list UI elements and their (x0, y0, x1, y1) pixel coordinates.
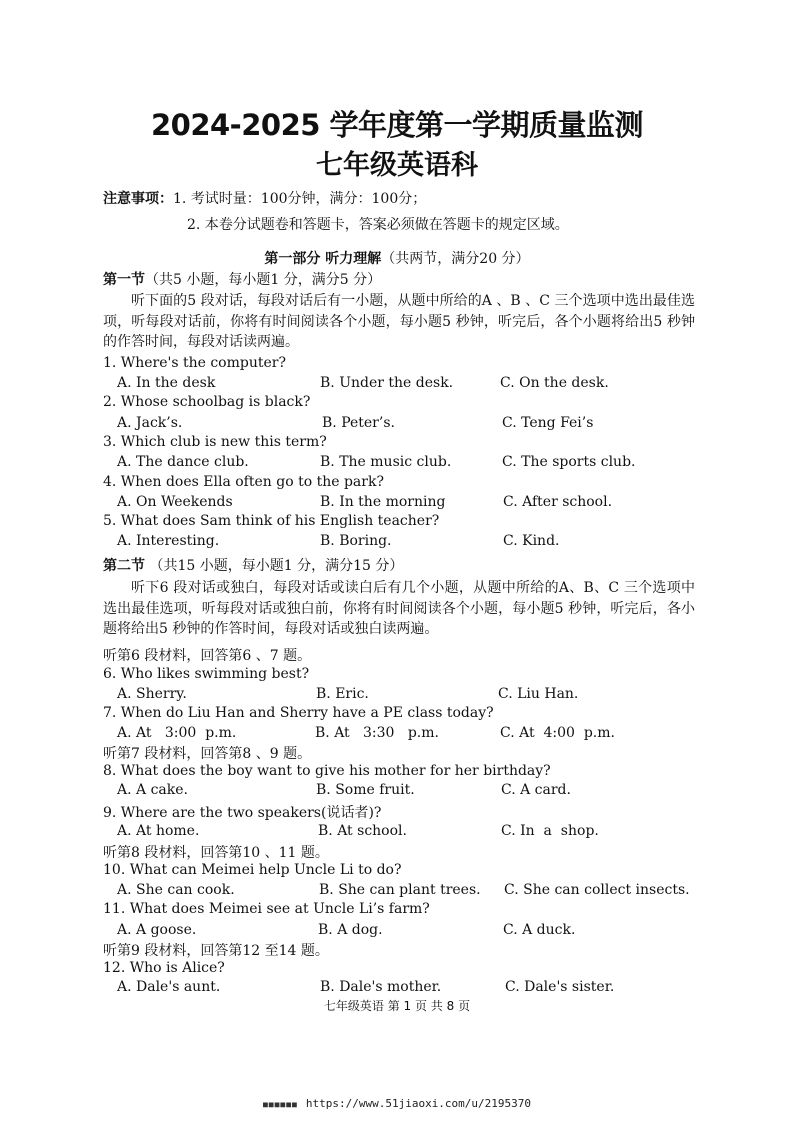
notice-item-2: 2. 本卷分试题卷和答题卡，答案必须做在答题卡的规定区域。 (187, 217, 569, 233)
part1-heading-title: 第一部分 听力理解 (264, 251, 382, 267)
watermark (0, 1097, 794, 1110)
q8-option-b: B. Some fruit. (316, 782, 415, 798)
section2-heading (103, 555, 403, 575)
q4-option-b: B. In the morning (320, 494, 446, 510)
q5-option-a: A. Interesting. (117, 533, 220, 549)
q11-option-a: A. A goose. (117, 922, 197, 938)
notice-label: 注意事项： (103, 191, 173, 207)
question-3: 3. Which club is new this term? (103, 434, 327, 450)
part1-heading (0, 248, 794, 268)
q3-option-c: C. The sports club. (502, 454, 636, 470)
q2-option-b: B. Peter’s. (322, 415, 395, 431)
question-12: 12. Who is Alice? (103, 960, 225, 976)
material-9-note: 听第9 段材料，回答第12 至14 题。 (103, 943, 329, 959)
q10-option-c: C. She can collect insects. (504, 882, 690, 898)
q1-option-b: B. Under the desk. (320, 375, 454, 391)
question-4: 4. When does Ella often go to the park? (103, 474, 384, 490)
q3-option-a: A. The dance club. (117, 454, 249, 470)
q9-option-b: B. At school. (318, 823, 407, 839)
question-10: 10. What can Meimei help Uncle Li to do? (103, 862, 402, 878)
q2-option-a: A. Jack’s. (117, 415, 183, 431)
section1-instruction: 听下面的5 段对话，每段对话后有一小题，从题中所给的A 、B 、C 三个选项中选出最佳选项，听每段对话前，你将有时间阅读各个小题，每小题5 秒钟，听完后，各个小题将给出5 秒钟的作答时间，每段对话读两遍。 (103, 293, 695, 350)
q12-option-a: A. Dale's aunt. (117, 979, 221, 995)
material-6-note: 听第6 段材料，回答第6 、7 题。 (103, 648, 312, 664)
part1-heading-info: （共两节，满分20 分） (381, 251, 530, 267)
q5-option-c: C. Kind. (503, 533, 560, 549)
q6-option-b: B. Eric. (316, 686, 369, 702)
notice-line-1 (103, 188, 426, 208)
q2-option-c: C. Teng Fei’s (502, 415, 594, 431)
q11-option-c: C. A duck. (503, 922, 576, 938)
q7-option-c: C. At 4:00 p.m. (500, 725, 615, 741)
q6-option-c: C. Liu Han. (498, 686, 579, 702)
q10-option-a: A. She can cook. (117, 882, 235, 898)
question-2: 2. Whose schoolbag is black? (103, 394, 311, 410)
q1-option-c: C. On the desk. (500, 375, 609, 391)
material-7-note: 听第7 段材料，回答第8 、9 题。 (103, 746, 312, 762)
q4-option-a: A. On Weekends (117, 494, 233, 510)
question-5: 5. What does Sam think of his English teacher? (103, 513, 440, 529)
question-6: 6. Who likes swimming best? (103, 666, 310, 682)
section2-label: 第二节 (103, 558, 145, 574)
notice-item-1: 1. 考试时量：100分钟，满分：100分； (173, 191, 427, 207)
question-8: 8. What does the boy want to give his mother for her birthday? (103, 763, 551, 779)
material-8-note: 听第8 段材料，回答第10 、11 题。 (103, 845, 329, 861)
q9-option-c: C. In a shop. (501, 823, 599, 839)
q11-option-b: B. A dog. (318, 922, 383, 938)
q8-option-c: C. A card. (501, 782, 571, 798)
q12-option-b: B. Dale's mother. (320, 979, 442, 995)
watermark-logo: ■■■■■■ (262, 1100, 298, 1109)
q12-option-c: C. Dale's sister. (505, 979, 615, 995)
q6-option-a: A. Sherry. (117, 686, 187, 702)
section1-label: 第一节 (103, 272, 145, 288)
q10-option-b: B. She can plant trees. (319, 882, 481, 898)
q3-option-b: B. The music club. (320, 454, 452, 470)
q7-option-a: A. At 3:00 p.m. (117, 725, 237, 741)
section2-info: （共15 小题，每小题1 分，满分15 分） (145, 558, 404, 574)
q9-option-a: A. At home. (117, 823, 200, 839)
q1-option-a: A. In the desk (117, 375, 216, 391)
section1-info: （共5 小题，每小题1 分，满分5 分） (145, 272, 382, 288)
q4-option-c: C. After school. (503, 494, 613, 510)
question-11: 11. What does Meimei see at Uncle Li’s farm? (103, 901, 430, 917)
q8-option-a: A. A cake. (117, 782, 188, 798)
question-9: 9. Where are the two speakers(说话者)? (103, 805, 382, 821)
page-footer: 七年级英语 第 1 页 共 8 页 (323, 999, 471, 1013)
q7-option-b: B. At 3:30 p.m. (315, 725, 439, 741)
section2-instruction: 听下6 段对话或独白，每段对话或读白后有几个小题，从题中所给的A、B、C 三个选项中选出最佳选项，听每段对话或独白前，你将有时间阅读各个小题，每小题5 秒钟，听完后，各小题将给出5 秒钟的作答时间，每段对话或独白读两遍。 (103, 580, 695, 637)
question-7: 7. When do Liu Han and Sherry have a PE class today? (103, 705, 494, 721)
question-1: 1. Where's the computer? (103, 355, 286, 371)
exam-title: 2024-2025 学年度第一学期质量监测 (150, 108, 644, 142)
watermark-url[interactable]: https://www.51jiaoxi.com/u/2195370 (305, 1097, 532, 1110)
exam-subtitle: 七年级英语科 (316, 150, 478, 181)
q5-option-b: B. Boring. (320, 533, 392, 549)
section1-heading (103, 269, 381, 289)
